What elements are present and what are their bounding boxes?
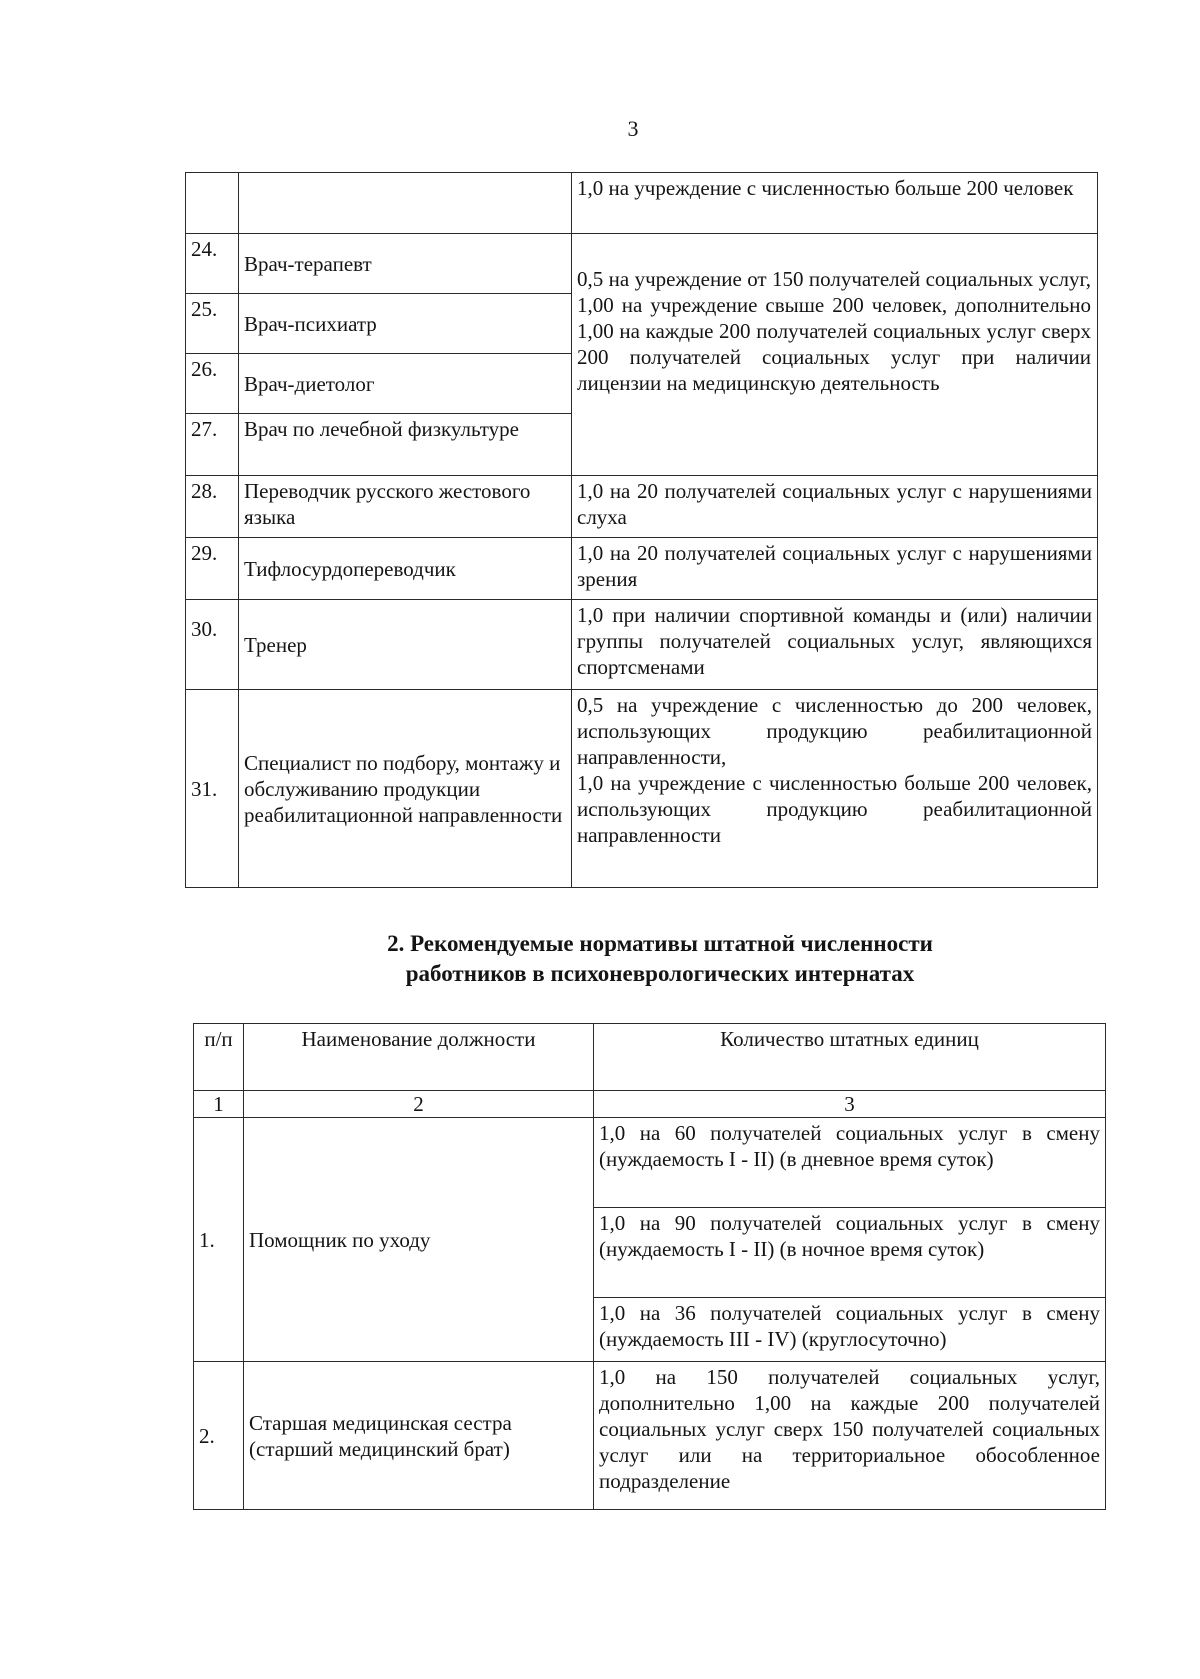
table-row: [194, 1362, 1106, 1510]
position-cell: Помощник по уходу: [244, 1118, 594, 1362]
position-cell: Старшая медицинская сестра (старший медицинский брат): [244, 1362, 594, 1510]
section-title-line-1: 2. Рекомендуемые нормативы штатной численности: [387, 931, 933, 956]
row-number-cell: 25.: [186, 294, 239, 354]
page-number: 3: [627, 116, 639, 141]
header-staff-units: Количество штатных единиц: [594, 1024, 1106, 1091]
position-cell: Переводчик русского жестового языка: [239, 476, 572, 538]
norm-cell: 1,0 на 20 получателей социальных услуг с нарушениями зрения: [572, 538, 1098, 600]
position-cell: Специалист по подбору, монтажу и обслуживанию продукции реабилитационной направленности: [239, 690, 572, 888]
column-number: 2: [244, 1091, 594, 1118]
table-row: [186, 538, 1098, 600]
norm-cell: 1,0 на 36 получателей социальных услуг в смену (нуждаемость III - IV) (круглосуточно): [594, 1298, 1106, 1362]
row-number-cell: 29.: [186, 538, 239, 600]
column-number-row: [194, 1091, 1106, 1118]
norm-cell: 1,0 на 20 получателей социальных услуг с нарушениями слуха: [572, 476, 1098, 538]
norm-cell: 1,0 на учреждение с численностью больше 200 человек: [572, 173, 1098, 234]
row-number-cell: 24.: [186, 234, 239, 294]
column-number: 3: [594, 1091, 1106, 1118]
row-number-cell: 26.: [186, 354, 239, 414]
row-number-cell: 1.: [194, 1118, 244, 1362]
header-position: Наименование должности: [244, 1024, 594, 1091]
table-row: [186, 173, 1098, 234]
norm-text-part-1: 0,5 на учреждение с численностью до 200 человек, использующих продукцию реабилитационной направленности,: [577, 693, 1092, 769]
table-row: [186, 476, 1098, 538]
norm-text-part-2: 1,0 на учреждение с численностью больше 200 человек, использующих продукцию реабилитационной направленности: [577, 771, 1092, 847]
norm-cell: 1,0 на 150 получателей социальных услуг, дополнительно 1,00 на каждые 200 получателей социальных услуг сверх 150 получателей социальных услуг или на территориальное обособленное подразделение: [594, 1362, 1106, 1510]
table-row: [186, 600, 1098, 690]
position-cell: Врач-диетолог: [239, 354, 572, 414]
staffing-norms-table: [193, 1023, 1106, 1510]
table-row: [186, 690, 1098, 888]
table-header-row: [194, 1024, 1106, 1091]
position-cell: [239, 173, 572, 234]
section-title-line-2: работников в психоневрологических интернатах: [405, 961, 915, 986]
merged-norm-cell: 0,5 на учреждение от 150 получателей социальных услуг, 1,00 на учреждение свыше 200 человек, дополнительно 1,00 на каждые 200 получателей социальных услуг сверх 200 получателей социальных услуг при наличии лицензии на медицинскую деятельность: [572, 234, 1098, 476]
norm-cell: 1,0 на 90 получателей социальных услуг в смену (нуждаемость I - II) (в ночное время суток): [594, 1208, 1106, 1298]
position-cell: Врач-психиатр: [239, 294, 572, 354]
norm-cell: 1,0 при наличии спортивной команды и (или) наличии группы получателей социальных услуг, являющихся спортсменами: [572, 600, 1098, 690]
position-cell: Врач-терапевт: [239, 234, 572, 294]
header-row-number: п/п: [194, 1024, 244, 1091]
column-number: 1: [194, 1091, 244, 1118]
section-title: [260, 929, 1060, 989]
row-number-cell: 30.: [186, 600, 239, 690]
position-cell: Тренер: [239, 600, 572, 690]
table-row: [186, 234, 1098, 294]
row-number-cell: 2.: [194, 1362, 244, 1510]
norm-cell: [572, 690, 1098, 888]
row-number-cell: [186, 173, 239, 234]
position-cell: Врач по лечебной физкультуре: [239, 414, 572, 476]
norm-cell: 1,0 на 60 получателей социальных услуг в смену (нуждаемость I - II) (в дневное время суток): [594, 1118, 1106, 1208]
row-number-cell: 31.: [186, 690, 239, 888]
staffing-table-continued: [185, 172, 1098, 888]
position-cell: Тифлосурдопереводчик: [239, 538, 572, 600]
row-number-cell: 27.: [186, 414, 239, 476]
row-number-cell: 28.: [186, 476, 239, 538]
table-row: [194, 1118, 1106, 1208]
